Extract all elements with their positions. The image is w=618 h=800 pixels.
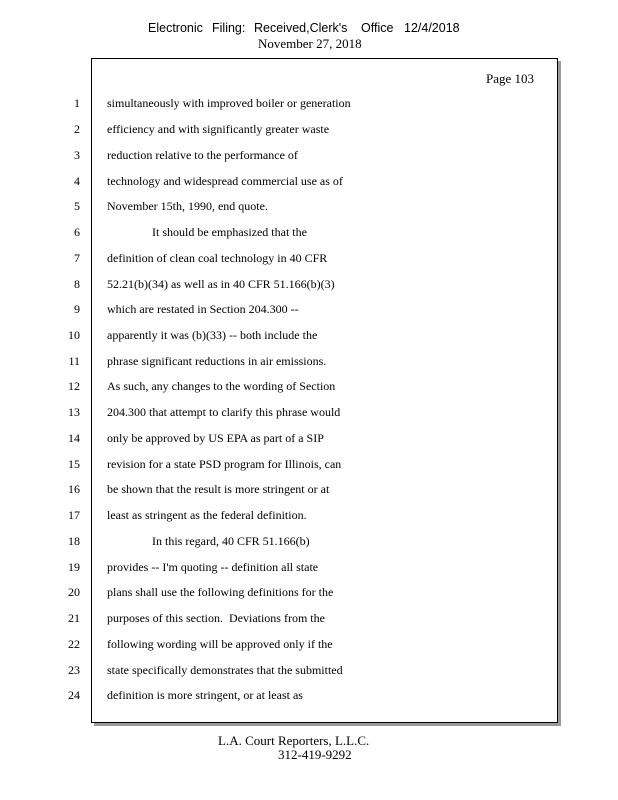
line-number: 21 — [68, 611, 80, 625]
transcript-line: reduction relative to the performance of — [107, 148, 298, 162]
header-filing: Filing: — [212, 21, 246, 35]
transcript-line: definition is more stringent, or at least as — [107, 688, 303, 702]
line-number: 12 — [68, 379, 80, 393]
transcript-line: simultaneously with improved boiler or generation — [107, 96, 351, 110]
line-number: 5 — [74, 199, 80, 213]
header-date: November 27, 2018 — [258, 36, 362, 51]
footer-company: L.A. Court Reporters, L.L.C. — [218, 733, 370, 748]
line-number: 15 — [68, 457, 80, 471]
transcript-line: phrase significant reductions in air emissions. — [107, 354, 327, 368]
transcript-line: least as stringent as the federal definition. — [107, 508, 307, 522]
line-number: 11 — [68, 354, 80, 368]
line-number: 24 — [68, 688, 80, 702]
header-electronic: Electronic — [148, 21, 203, 35]
transcript-line: following wording will be approved only if the — [107, 637, 333, 651]
transcript-line: plans shall use the following definitions for the — [107, 585, 334, 599]
line-number: 14 — [68, 431, 80, 445]
transcript-line: efficiency and with significantly greater waste — [107, 122, 330, 136]
line-number: 22 — [68, 637, 80, 651]
transcript-line: apparently it was (b)(33) -- both include the — [107, 328, 318, 342]
header-received-clerks: Received,Clerk's — [254, 21, 348, 35]
transcript-line: It should be emphasized that the — [107, 225, 307, 239]
line-number: 4 — [74, 174, 80, 188]
line-number: 6 — [74, 225, 80, 239]
footer-phone: 312-419-9292 — [278, 747, 352, 762]
header-office: Office — [361, 21, 394, 35]
transcript-line: provides -- I'm quoting -- definition all state — [107, 560, 319, 574]
transcript-line: definition of clean coal technology in 40 CFR — [107, 251, 328, 265]
line-number: 17 — [68, 508, 80, 522]
line-number: 9 — [74, 302, 80, 316]
line-number: 10 — [68, 328, 80, 342]
transcript-line: In this regard, 40 CFR 51.166(b) — [107, 534, 310, 548]
line-number: 1 — [74, 96, 80, 110]
transcript-line: As such, any changes to the wording of Section — [107, 379, 336, 393]
line-number: 7 — [74, 251, 80, 265]
transcript-line: 52.21(b)(34) as well as in 40 CFR 51.166(b)(3) — [107, 277, 335, 291]
line-number: 13 — [68, 405, 80, 419]
transcript-line: revision for a state PSD program for Illinois, can — [107, 457, 342, 471]
line-number: 23 — [68, 663, 80, 677]
transcript-line: 204.300 that attempt to clarify this phrase would — [107, 405, 341, 419]
transcript-line: November 15th, 1990, end quote. — [107, 199, 268, 213]
line-number: 8 — [74, 277, 80, 291]
line-number: 19 — [68, 560, 80, 574]
line-number: 18 — [68, 534, 80, 548]
transcript-line: state specifically demonstrates that the submitted — [107, 663, 343, 677]
transcript-line: technology and widespread commercial use as of — [107, 174, 343, 188]
line-number: 3 — [74, 148, 80, 162]
line-number: 16 — [68, 482, 80, 496]
transcript-line: purposes of this section. Deviations from the — [107, 611, 325, 625]
header-stamp-date: 12/4/2018 — [404, 21, 460, 35]
line-number: 2 — [74, 122, 80, 136]
transcript-line: be shown that the result is more stringent or at — [107, 482, 330, 496]
line-number: 20 — [68, 585, 80, 599]
transcript-line: which are restated in Section 204.300 -- — [107, 302, 299, 316]
page-number: Page 103 — [485, 71, 534, 86]
transcript-line: only be approved by US EPA as part of a SIP — [107, 431, 324, 445]
